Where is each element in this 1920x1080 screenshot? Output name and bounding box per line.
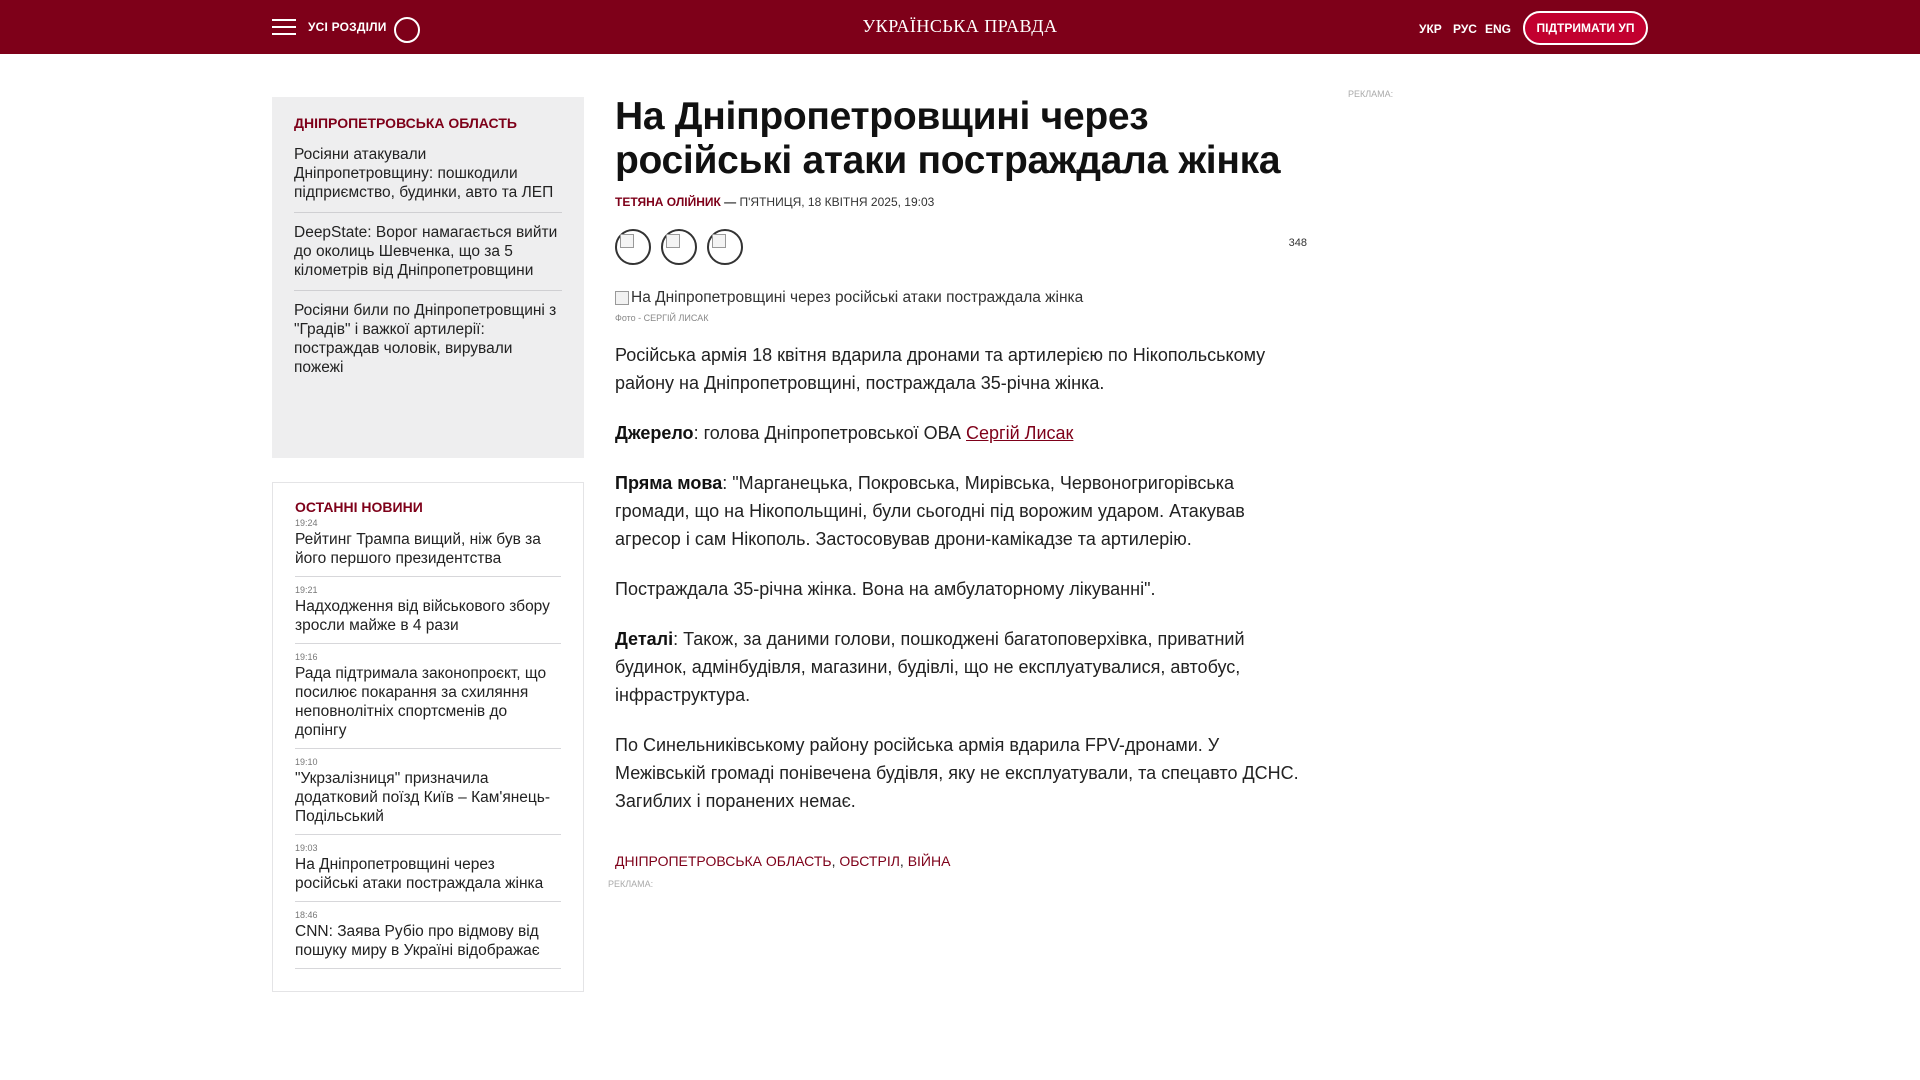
- region-news-item[interactable]: DeepState: Ворог намагається вийти до околиць Шевченка, що за 5 кілометрів від Дніпропетровщини: [294, 223, 562, 291]
- ad-label: РЕКЛАМА:: [608, 879, 654, 889]
- language-eng-link[interactable]: ENG: [1485, 22, 1512, 36]
- latest-news-item[interactable]: [295, 585, 561, 644]
- article-paragraph: По Синельниківському району російська армія вдарила FPV-дронами. У Межівській громаді понівечена будівля, яку не експлуатували, та спецавто ДСНС. Загиблих і поранених немає.: [615, 735, 1299, 811]
- byline-dash: —: [720, 195, 740, 209]
- twitter-share-icon[interactable]: [661, 229, 697, 265]
- article-paragraph: [615, 469, 1307, 553]
- news-time: 19:24: [295, 518, 318, 528]
- top-navigation-bar: [0, 0, 1920, 54]
- region-news-box: [272, 97, 584, 458]
- article-tags: [615, 853, 1307, 869]
- latest-news-box: [272, 482, 584, 992]
- article-paragraph: [615, 625, 1307, 709]
- article: [615, 95, 1307, 869]
- news-title-link[interactable]: "Укрзалізниця" призначила додатковий поїзд Київ – Кам'янець-Подільський: [295, 770, 551, 825]
- latest-news-item[interactable]: [295, 652, 561, 749]
- broken-image-icon: [615, 291, 629, 305]
- latest-news-item[interactable]: [295, 910, 561, 969]
- paragraph-label: Пряма мова: [615, 473, 723, 493]
- views-count: 348: [1288, 237, 1307, 249]
- telegram-share-icon[interactable]: [707, 229, 743, 265]
- all-sections-link[interactable]: УСІ РОЗДІЛИ: [308, 20, 387, 34]
- paragraph-text: : голова Дніпропетровської ОВА: [693, 423, 967, 443]
- photo-credit: Фото - СЕРГІЙ ЛИСАК: [615, 313, 709, 323]
- news-title-link[interactable]: Надходження від військового збору зросли майже в 4 рази: [295, 598, 550, 634]
- tag-link[interactable]: ВІЙНА: [907, 853, 951, 869]
- region-news-item[interactable]: Росіяни били по Дніпропетровщині з "Градів" і важкої артилерії: постраждав чоловік, вирували пожежі: [294, 302, 557, 376]
- news-time: 19:21: [295, 585, 318, 595]
- publish-date: П'ЯТНИЦЯ, 18 КВІТНЯ 2025, 19:03: [739, 195, 935, 209]
- facebook-share-icon[interactable]: [615, 229, 651, 265]
- news-time: 19:10: [295, 757, 318, 767]
- news-time: 19:16: [295, 652, 318, 662]
- news-time: 19:03: [295, 843, 318, 853]
- news-title-link[interactable]: Рейтинг Трампа вищий, ніж був за його першого президентства: [295, 531, 541, 567]
- article-photo: [615, 289, 1307, 307]
- photo-alt-text: На Дніпропетровщині через російські атаки постраждала жінка: [631, 289, 1084, 306]
- author-link[interactable]: ТЕТЯНА ОЛІЙНИК: [615, 195, 721, 209]
- article-paragraph: Російська армія 18 квітня вдарила дронами та артилерією по Нікопольському району на Дніпропетровщині, постраждала 35-річна жінка.: [615, 345, 1266, 393]
- share-row: [615, 229, 1307, 267]
- paragraph-label: Деталі: [615, 629, 674, 649]
- news-time: 18:46: [295, 910, 318, 920]
- article-paragraph: Постраждала 35-річна жінка. Вона на амбулаторному лікуванні".: [615, 579, 1156, 599]
- paragraph-label: Джерело: [615, 423, 694, 443]
- article-byline: [615, 195, 1307, 209]
- language-rus-link[interactable]: РУС: [1453, 22, 1477, 36]
- tag-separator: ,: [831, 853, 840, 869]
- article-headline: На Дніпропетровщині через російські атаки постраждала жінка: [615, 95, 1281, 182]
- region-news-item[interactable]: Росіяни атакували Дніпропетровщину: пошкодили підприємство, будинки, авто та ЛЕП: [294, 145, 562, 213]
- ad-label: РЕКЛАМА:: [1348, 89, 1394, 99]
- site-logo[interactable]: УКРАЇНСЬКА ПРАВДА: [862, 16, 1058, 36]
- tag-link[interactable]: ОБСТРІЛ: [839, 853, 900, 869]
- news-title-link[interactable]: CNN: Заява Рубіо про відмову від пошуку миру в Україні відображає: [295, 923, 540, 959]
- tag-separator: ,: [899, 853, 908, 869]
- tag-link[interactable]: ДНІПРОПЕТРОВСЬКА ОБЛАСТЬ: [615, 853, 832, 869]
- latest-news-item[interactable]: [295, 843, 561, 902]
- paragraph-text: : "Марганецька, Покровська, Мирівська, Червоногригорівська громади, що на Нікопольщині, були сьогодні під ворожим ударом. Атакував агресор і сам Нікополь. Застосовував дрони-камікадзе та артилерію.: [615, 473, 1245, 549]
- latest-news-title-link[interactable]: ОСТАННІ НОВИНИ: [295, 499, 423, 515]
- paragraph-text: : Також, за даними голови, пошкоджені багатоповерхівка, приватний будинок, адмінбудівля, магазини, будівлі, що не експлуатувалися, автобус, інфраструктура.: [615, 629, 1245, 705]
- latest-news-item[interactable]: [295, 518, 561, 577]
- news-title-link[interactable]: Рада підтримала законопроєкт, що посилює покарання за схиляння неповнолітніх спортсменів до допінгу: [295, 665, 547, 739]
- language-ukr-link[interactable]: УКР: [1419, 22, 1442, 36]
- source-link[interactable]: Сергій Лисак: [966, 423, 1074, 443]
- region-title-link[interactable]: ДНІПРОПЕТРОВСЬКА ОБЛАСТЬ: [294, 115, 517, 131]
- support-button[interactable]: ПІДТРИМАТИ УП: [1523, 11, 1648, 45]
- news-title-link[interactable]: На Дніпропетровщині через російські атаки постраждала жінка: [295, 856, 544, 892]
- article-paragraph: [615, 419, 1307, 447]
- latest-news-item[interactable]: [295, 757, 561, 835]
